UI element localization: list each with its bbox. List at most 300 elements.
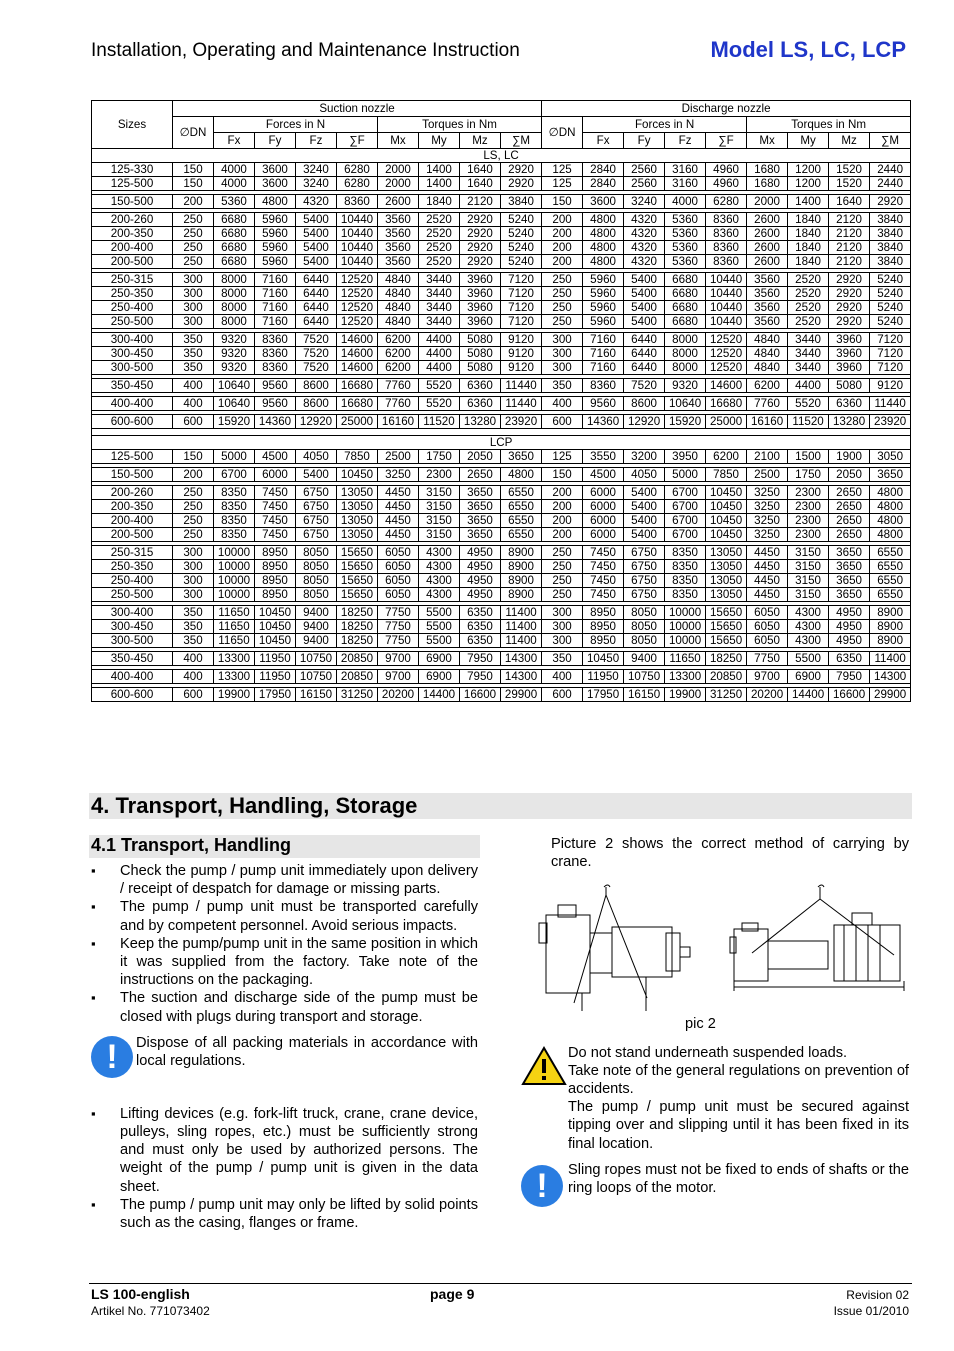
value-cell: 9400	[296, 606, 337, 620]
value-cell: 3440	[419, 273, 460, 287]
value-cell: 8350	[214, 528, 255, 542]
value-cell: 5520	[419, 379, 460, 393]
value-cell: 17950	[583, 688, 624, 702]
value-cell: 4840	[378, 273, 419, 287]
value-cell: 4450	[747, 588, 788, 602]
value-cell: 6350	[460, 634, 501, 648]
value-cell: 2600	[378, 195, 419, 209]
value-cell: 8360	[255, 333, 296, 347]
value-cell: 6000	[583, 514, 624, 528]
info-exclamation-icon: !	[91, 1036, 133, 1078]
value-cell: 19900	[665, 688, 706, 702]
value-cell: 8950	[255, 546, 296, 560]
value-cell: 4400	[419, 347, 460, 361]
value-cell: 2650	[829, 528, 870, 542]
value-cell: 6350	[829, 652, 870, 666]
size-cell: 300-400	[92, 333, 173, 347]
value-cell: 7450	[583, 560, 624, 574]
footer-document: LS 100-english	[91, 1286, 190, 1302]
value-cell: 5240	[870, 315, 911, 329]
value-cell: 6000	[583, 486, 624, 500]
value-cell: 15920	[665, 415, 706, 429]
value-cell: 6440	[624, 333, 665, 347]
size-cell: 200-500	[92, 255, 173, 269]
value-cell: 8000	[214, 273, 255, 287]
value-cell: 9120	[501, 361, 542, 375]
value-cell: 8350	[665, 574, 706, 588]
value-cell: 4300	[788, 606, 829, 620]
value-cell: 5360	[665, 213, 706, 227]
value-cell: 5400	[624, 500, 665, 514]
value-cell: 7450	[255, 514, 296, 528]
value-cell: 9560	[583, 397, 624, 411]
value-cell: 200	[542, 227, 583, 241]
value-cell: 5960	[255, 227, 296, 241]
value-cell: 2520	[419, 227, 460, 241]
value-cell: 10450	[706, 500, 747, 514]
value-cell: 400	[173, 670, 214, 684]
value-cell: 3250	[378, 468, 419, 482]
value-cell: 25000	[706, 415, 747, 429]
value-cell: 6050	[378, 546, 419, 560]
value-cell: 3560	[378, 227, 419, 241]
value-cell: 6200	[378, 347, 419, 361]
value-cell: 1200	[788, 177, 829, 191]
value-cell: 5400	[624, 514, 665, 528]
value-cell: 3440	[419, 315, 460, 329]
value-cell: 1400	[419, 163, 460, 177]
value-cell: 2500	[378, 450, 419, 464]
section-title: LS, LC	[92, 149, 911, 163]
value-cell: 5960	[583, 315, 624, 329]
value-cell: 6440	[296, 273, 337, 287]
value-cell: 12520	[706, 333, 747, 347]
packing-note	[91, 1034, 478, 1098]
value-cell: 11950	[583, 670, 624, 684]
value-cell: 3650	[829, 560, 870, 574]
value-cell: 8350	[665, 560, 706, 574]
section-row	[92, 436, 911, 450]
value-cell: 200	[542, 528, 583, 542]
size-cell: 200-260	[92, 486, 173, 500]
value-cell: 5080	[460, 361, 501, 375]
value-cell: 2100	[747, 450, 788, 464]
table-row	[92, 379, 911, 393]
footer-issue: Issue 01/2010	[833, 1304, 909, 1318]
figure-caption: pic 2	[685, 1016, 716, 1033]
value-cell: 250	[173, 255, 214, 269]
value-cell: 10640	[214, 379, 255, 393]
value-cell: 3650	[501, 450, 542, 464]
size-cell: 300-450	[92, 620, 173, 634]
suction-col-header: ∑F	[337, 133, 378, 149]
value-cell: 300	[542, 620, 583, 634]
value-cell: 10000	[665, 620, 706, 634]
value-cell: 4950	[460, 588, 501, 602]
value-cell: 2520	[419, 241, 460, 255]
value-cell: 250	[173, 486, 214, 500]
table-row	[92, 163, 911, 177]
value-cell: 10450	[255, 634, 296, 648]
value-cell: 6550	[870, 588, 911, 602]
value-cell: 6050	[747, 606, 788, 620]
value-cell: 5240	[501, 255, 542, 269]
value-cell: 6750	[296, 486, 337, 500]
value-cell: 1640	[460, 177, 501, 191]
value-cell: 4450	[747, 560, 788, 574]
section-heading: 4. Transport, Handling, Storage	[91, 793, 418, 818]
value-cell: 200	[542, 241, 583, 255]
bullet-item: ▪ Lifting devices (e.g. fork-lift truck, crane, crane device, pulleys, sling ropes, etc.) must be sufficiently strong and must only be used by authorized persons. The weight of the pump / pump unit is given in the data sheet.	[91, 1105, 478, 1196]
value-cell: 29900	[870, 688, 911, 702]
value-cell: 300	[542, 606, 583, 620]
value-cell: 6440	[624, 361, 665, 375]
value-cell: 14360	[255, 415, 296, 429]
value-cell: 6900	[419, 670, 460, 684]
value-cell: 12520	[706, 361, 747, 375]
value-cell: 7160	[583, 333, 624, 347]
value-cell: 2560	[624, 177, 665, 191]
value-cell: 5000	[214, 450, 255, 464]
value-cell: 11440	[501, 397, 542, 411]
value-cell: 4950	[460, 546, 501, 560]
sling-note-text: Sling ropes must not be fixed to ends of shafts or the ring loops of the motor.	[568, 1161, 909, 1197]
value-cell: 5400	[624, 486, 665, 500]
value-cell: 11650	[214, 606, 255, 620]
value-cell: 14300	[501, 670, 542, 684]
value-cell: 20850	[337, 670, 378, 684]
value-cell: 7520	[296, 347, 337, 361]
section-row	[92, 149, 911, 163]
value-cell: 2920	[870, 195, 911, 209]
bullet-item: ▪ The pump / pump unit may only be lifted by solid points such as the casing, flanges or frame.	[91, 1196, 478, 1232]
value-cell: 13050	[706, 546, 747, 560]
value-cell: 8900	[501, 574, 542, 588]
value-cell: 6680	[665, 301, 706, 315]
value-cell: 8050	[624, 606, 665, 620]
value-cell: 300	[173, 560, 214, 574]
value-cell: 7450	[583, 546, 624, 560]
value-cell: 10000	[214, 588, 255, 602]
table-row	[92, 670, 911, 684]
value-cell: 8950	[255, 588, 296, 602]
value-cell: 300	[173, 574, 214, 588]
value-cell: 10440	[337, 241, 378, 255]
rope-right-b	[820, 899, 894, 955]
packing-note-text: Dispose of all packing materials in accordance with local regulations.	[136, 1034, 478, 1070]
value-cell: 3650	[829, 574, 870, 588]
value-cell: 1400	[419, 177, 460, 191]
value-cell: 6360	[829, 397, 870, 411]
value-cell: 6680	[214, 241, 255, 255]
table-row	[92, 177, 911, 191]
value-cell: 350	[173, 620, 214, 634]
value-cell: 1750	[788, 468, 829, 482]
table-row	[92, 514, 911, 528]
value-cell: 5400	[296, 213, 337, 227]
value-cell: 7450	[583, 574, 624, 588]
size-cell: 300-500	[92, 634, 173, 648]
value-cell: 4800	[870, 514, 911, 528]
value-cell: 600	[173, 415, 214, 429]
model-title: Model LS, LC, LCP	[710, 37, 906, 62]
suction-col-header: Fy	[255, 133, 296, 149]
table-row	[92, 347, 911, 361]
value-cell: 3150	[419, 514, 460, 528]
value-cell: 9320	[214, 333, 255, 347]
value-cell: 1520	[829, 177, 870, 191]
value-cell: 18250	[706, 652, 747, 666]
value-cell: 5400	[624, 301, 665, 315]
size-cell: 125-500	[92, 450, 173, 464]
value-cell: 6440	[296, 301, 337, 315]
value-cell: 18250	[337, 620, 378, 634]
bullet-item: ▪ Keep the pump/pump unit in the same position in which it was supplied from the factory. Take note of the instructions on the packaging.	[91, 935, 478, 990]
value-cell: 2600	[747, 213, 788, 227]
value-cell: 400	[542, 670, 583, 684]
suction-forces-header: Forces in N	[214, 117, 378, 133]
value-cell: 2920	[829, 287, 870, 301]
value-cell: 11400	[501, 606, 542, 620]
value-cell: 10640	[665, 397, 706, 411]
value-cell: 5960	[255, 255, 296, 269]
value-cell: 4000	[214, 177, 255, 191]
value-cell: 7160	[583, 361, 624, 375]
value-cell: 3150	[788, 574, 829, 588]
table-row	[92, 500, 911, 514]
value-cell: 3240	[624, 195, 665, 209]
value-cell: 7520	[296, 333, 337, 347]
value-cell: 6440	[624, 347, 665, 361]
value-cell: 4800	[255, 195, 296, 209]
value-cell: 5400	[624, 273, 665, 287]
value-cell: 300	[173, 273, 214, 287]
value-cell: 2440	[870, 177, 911, 191]
value-cell: 13050	[337, 486, 378, 500]
value-cell: 7450	[255, 500, 296, 514]
component-header-row	[92, 133, 911, 149]
value-cell: 6750	[296, 528, 337, 542]
value-cell: 1640	[829, 195, 870, 209]
value-cell: 10000	[214, 546, 255, 560]
value-cell: 4320	[296, 195, 337, 209]
value-cell: 1840	[788, 241, 829, 255]
rope-right-a	[752, 899, 820, 953]
size-cell: 300-450	[92, 347, 173, 361]
warning-line: Do not stand underneath suspended loads.	[568, 1044, 848, 1061]
value-cell: 250	[542, 315, 583, 329]
value-cell: 18250	[337, 606, 378, 620]
value-cell: 6550	[870, 546, 911, 560]
value-cell: 3950	[665, 450, 706, 464]
value-cell: 3440	[788, 347, 829, 361]
value-cell: 6680	[665, 287, 706, 301]
value-cell: 23920	[870, 415, 911, 429]
size-cell: 200-500	[92, 528, 173, 542]
value-cell: 300	[542, 634, 583, 648]
value-cell: 8360	[706, 213, 747, 227]
footer-rule	[89, 1283, 912, 1284]
value-cell: 15650	[706, 634, 747, 648]
value-cell: 8000	[665, 333, 706, 347]
value-cell: 600	[542, 415, 583, 429]
value-cell: 2120	[829, 241, 870, 255]
value-cell: 4500	[583, 468, 624, 482]
size-cell: 600-600	[92, 415, 173, 429]
value-cell: 350	[173, 333, 214, 347]
value-cell: 19900	[214, 688, 255, 702]
value-cell: 5500	[788, 652, 829, 666]
value-cell: 6700	[665, 528, 706, 542]
value-cell: 6700	[665, 486, 706, 500]
value-cell: 3150	[419, 528, 460, 542]
table-row	[92, 287, 911, 301]
size-cell: 250-400	[92, 301, 173, 315]
table-row	[92, 241, 911, 255]
value-cell: 2650	[829, 500, 870, 514]
value-cell: 6680	[214, 227, 255, 241]
value-cell: 7750	[378, 620, 419, 634]
value-cell: 4840	[747, 347, 788, 361]
suction-col-header: Mz	[460, 133, 501, 149]
value-cell: 16160	[378, 415, 419, 429]
value-cell: 3650	[460, 514, 501, 528]
value-cell: 3240	[296, 163, 337, 177]
value-cell: 6750	[624, 546, 665, 560]
table-row	[92, 560, 911, 574]
value-cell: 400	[173, 379, 214, 393]
value-cell: 1200	[788, 163, 829, 177]
value-cell: 3560	[747, 315, 788, 329]
value-cell: 8900	[870, 634, 911, 648]
discharge-col-header: ∑M	[870, 133, 911, 149]
value-cell: 4800	[870, 486, 911, 500]
value-cell: 5240	[870, 287, 911, 301]
value-cell: 4840	[378, 287, 419, 301]
value-cell: 300	[542, 333, 583, 347]
value-cell: 250	[173, 500, 214, 514]
value-cell: 3440	[788, 361, 829, 375]
value-cell: 1680	[747, 163, 788, 177]
size-cell: 400-400	[92, 670, 173, 684]
discharge-nozzle-header: Discharge nozzle	[542, 101, 911, 117]
value-cell: 7450	[255, 486, 296, 500]
warning-text	[568, 1044, 909, 1153]
value-cell: 400	[173, 397, 214, 411]
bullet-item: ▪ Check the pump / pump unit immediately upon delivery / receipt of despatch for damage or missing parts.	[91, 862, 478, 898]
value-cell: 4450	[378, 486, 419, 500]
bullet-list-b	[91, 1105, 478, 1232]
value-cell: 4840	[747, 333, 788, 347]
value-cell: 12520	[337, 301, 378, 315]
value-cell: 150	[173, 177, 214, 191]
value-cell: 16150	[296, 688, 337, 702]
value-cell: 4450	[378, 514, 419, 528]
value-cell: 4050	[296, 450, 337, 464]
value-cell: 7160	[255, 287, 296, 301]
value-cell: 6680	[665, 315, 706, 329]
value-cell: 3150	[788, 546, 829, 560]
value-cell: 5400	[296, 468, 337, 482]
value-cell: 4950	[829, 606, 870, 620]
value-cell: 1500	[788, 450, 829, 464]
value-cell: 11440	[501, 379, 542, 393]
value-cell: 3160	[665, 177, 706, 191]
value-cell: 3600	[255, 163, 296, 177]
value-cell: 9320	[214, 361, 255, 375]
value-cell: 350	[173, 347, 214, 361]
value-cell: 600	[542, 688, 583, 702]
size-cell: 250-400	[92, 574, 173, 588]
value-cell: 14300	[870, 670, 911, 684]
value-cell: 250	[173, 241, 214, 255]
value-cell: 10750	[296, 670, 337, 684]
table-row	[92, 315, 911, 329]
value-cell: 350	[173, 606, 214, 620]
value-cell: 3150	[419, 486, 460, 500]
value-cell: 5500	[419, 634, 460, 648]
value-cell: 5240	[870, 301, 911, 315]
value-cell: 2520	[788, 301, 829, 315]
value-cell: 7120	[870, 347, 911, 361]
value-cell: 14300	[501, 652, 542, 666]
value-cell: 3560	[378, 213, 419, 227]
value-cell: 8350	[665, 588, 706, 602]
value-cell: 7160	[255, 315, 296, 329]
value-cell: 125	[542, 163, 583, 177]
value-cell: 13050	[706, 588, 747, 602]
value-cell: 2650	[829, 486, 870, 500]
value-cell: 8350	[214, 514, 255, 528]
value-cell: 10000	[665, 606, 706, 620]
value-cell: 8950	[583, 606, 624, 620]
value-cell: 29900	[501, 688, 542, 702]
pump-casing-left	[546, 915, 590, 993]
value-cell: 2050	[460, 450, 501, 464]
table-row	[92, 634, 911, 648]
value-cell: 5400	[296, 255, 337, 269]
value-cell: 6550	[870, 574, 911, 588]
value-cell: 200	[542, 514, 583, 528]
value-cell: 15650	[337, 560, 378, 574]
value-cell: 2520	[419, 255, 460, 269]
value-cell: 5400	[296, 241, 337, 255]
value-cell: 12520	[337, 273, 378, 287]
value-cell: 13050	[706, 574, 747, 588]
discharge-col-header: Fz	[665, 133, 706, 149]
value-cell: 2650	[829, 514, 870, 528]
value-cell: 4320	[624, 241, 665, 255]
value-cell: 6280	[706, 195, 747, 209]
value-cell: 4300	[419, 560, 460, 574]
value-cell: 3150	[788, 588, 829, 602]
value-cell: 5240	[870, 273, 911, 287]
value-cell: 15650	[337, 588, 378, 602]
value-cell: 8900	[501, 546, 542, 560]
value-cell: 3650	[870, 468, 911, 482]
value-cell: 4960	[706, 163, 747, 177]
value-cell: 3960	[460, 273, 501, 287]
value-cell: 2920	[460, 227, 501, 241]
value-cell: 6360	[460, 397, 501, 411]
value-cell: 10000	[214, 560, 255, 574]
value-cell: 9700	[378, 652, 419, 666]
value-cell: 8360	[706, 241, 747, 255]
value-cell: 13280	[829, 415, 870, 429]
value-cell: 2600	[747, 227, 788, 241]
value-cell: 11650	[665, 652, 706, 666]
table-row	[92, 227, 911, 241]
